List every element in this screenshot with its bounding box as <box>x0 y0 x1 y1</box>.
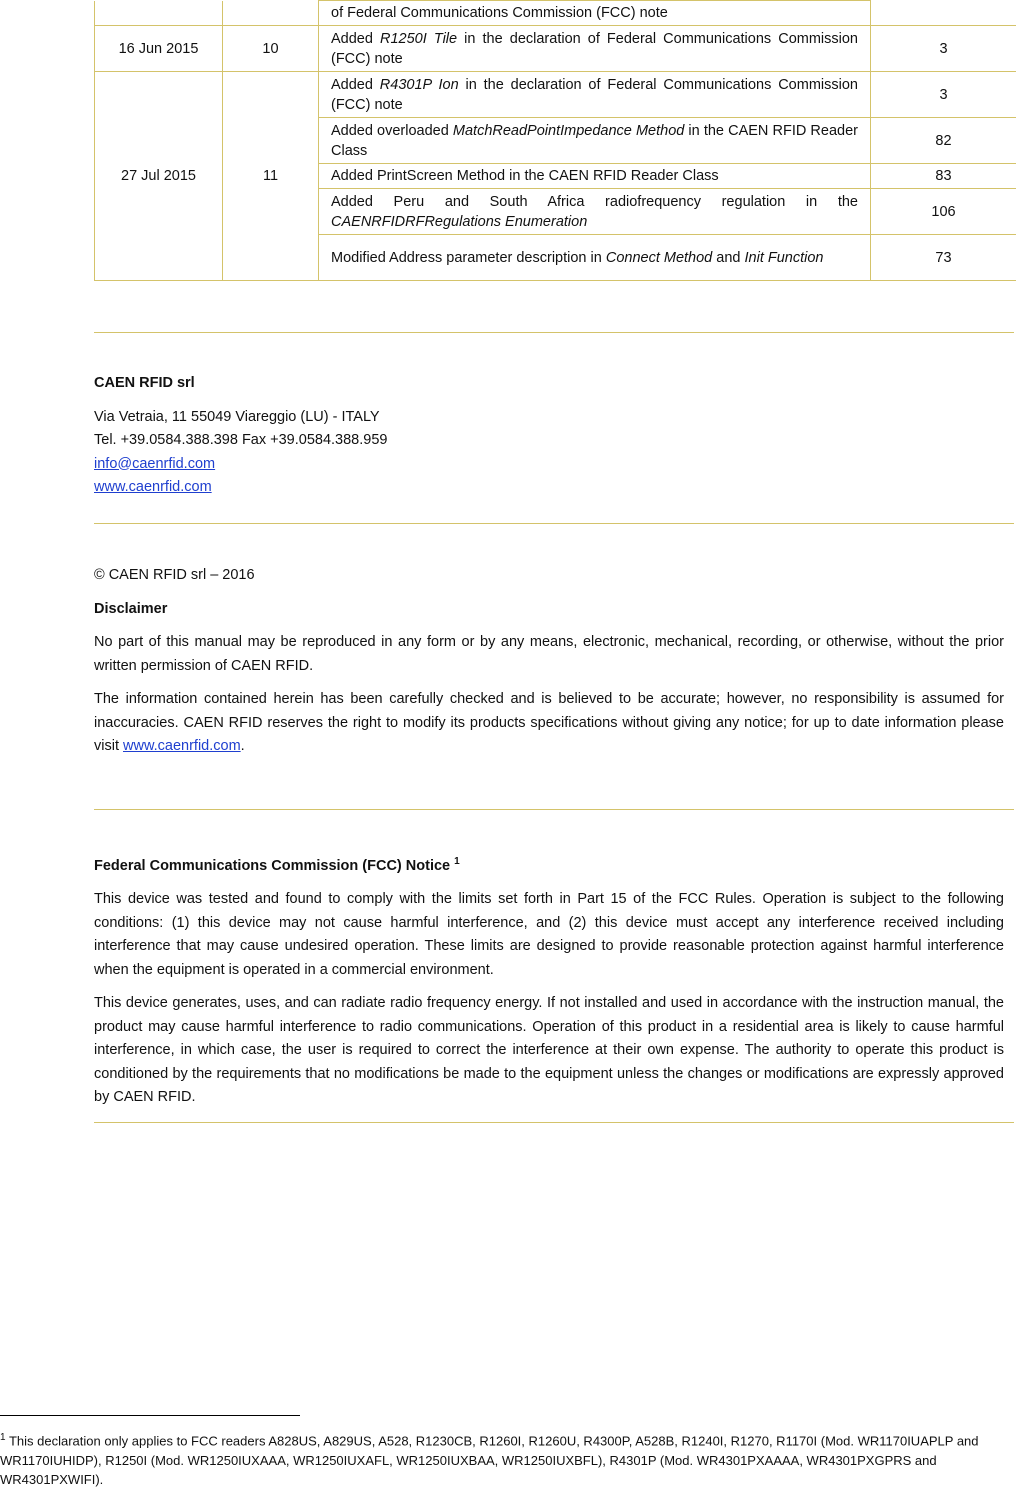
revision-description: of Federal Communications Commission (FCC) note <box>319 1 871 26</box>
revision-description: Added overloaded MatchReadPointImpedance Method in the CAEN RFID Reader Class <box>319 118 871 164</box>
website-link[interactable]: www.caenrfid.com <box>94 479 212 495</box>
revision-date: 16 Jun 2015 <box>95 26 223 72</box>
website-link[interactable]: www.caenrfid.com <box>123 738 241 754</box>
revision-page: 106 <box>871 189 1016 235</box>
section-divider <box>94 1122 1014 1123</box>
disclaimer-section <box>94 564 1004 759</box>
section-divider <box>94 809 1014 810</box>
section-divider <box>94 332 1014 333</box>
revision-description: Modified Address parameter description in Connect Method and Init Function <box>319 235 871 281</box>
revision-description: Added R4301P Ion in the declaration of Federal Communications Commission (FCC) note <box>319 72 871 118</box>
revision-page: 83 <box>871 164 1016 189</box>
disclaimer-title: Disclaimer <box>94 598 1004 622</box>
disclaimer-paragraph: The information contained herein has been carefully checked and is believed to be accurate; however, no responsibility is assumed for inaccuracies. CAEN RFID reserves the right to modify its products specifications without giving any notice; for up to date information please visit www.caenrfid.com. <box>94 688 1004 759</box>
table-row <box>95 72 1016 118</box>
email-link[interactable]: info@caenrfid.com <box>94 456 215 472</box>
revision-history-table <box>94 0 1016 281</box>
revision-description: Added PrintScreen Method in the CAEN RFID Reader Class <box>319 164 871 189</box>
fcc-paragraph: This device generates, uses, and can radiate radio frequency energy. If not installed and used in accordance with the instruction manual, the product may cause harmful interference to radio communications. Operation of this product in a residential area is likely to cause harmful interference, in which case, the user is required to correct the interference at their own expense. The authority to operate this product is conditioned by the requirements that no modifications be made to the equipment unless the changes or modifications are expressly approved by CAEN RFID. <box>94 992 1004 1110</box>
footnote: $^1$ This declaration only applies to FCC readers A828US, A829US, A528, R1230CB, R1260I, R1260U, R4300P, A528B, R1240I, R1270, R1170I (Mod. WR1170IUAPLP and WR1170IUHIDP), R1250I (Mod. WR1250IUXAAA, WR1250IUXAFL, WR1250IUXBAA, WR1250IUXBFL), R4301P (Mod. WR4301PXAAAA, WR4301PXGPRS and WR4301PXWIFI). <box>0 1428 1000 1490</box>
revision-page: 82 <box>871 118 1016 164</box>
fcc-paragraph: This device was tested and found to comply with the limits set forth in Part 15 of the FCC Rules. Operation is subject to the following conditions: (1) this device may not cause harmful interference, and (2) this device must accept any interference received including interference that may cause undesired operation. These limits are designed to provide reasonable protection against harmful interference when the equipment is operated in a commercial environment. <box>94 888 1004 982</box>
company-phone-fax: Tel. +39.0584.388.398 Fax +39.0584.388.959 <box>94 429 1004 453</box>
copyright-text: © CAEN RFID srl – 2016 <box>94 564 1004 588</box>
revision-description: Added Peru and South Africa radiofrequency regulation in the CAENRFIDRFRegulations Enumeration <box>319 189 871 235</box>
footnote-separator <box>0 1415 300 1416</box>
fcc-notice-section <box>94 850 1004 1110</box>
revision-page: 73 <box>871 235 1016 281</box>
table-row <box>95 1 1016 26</box>
footnote-ref: 1 <box>454 856 460 867</box>
revision-number: 10 <box>223 26 319 72</box>
company-address: Via Vetraia, 11 55049 Viareggio (LU) - ITALY <box>94 406 1004 430</box>
section-divider <box>94 523 1014 524</box>
revision-page: 3 <box>871 26 1016 72</box>
table-row <box>95 26 1016 72</box>
disclaimer-paragraph: No part of this manual may be reproduced in any form or by any means, electronic, mechanical, recording, or otherwise, without the prior written permission of CAEN RFID. <box>94 631 1004 678</box>
revision-description: Added R1250I Tile in the declaration of Federal Communications Commission (FCC) note <box>319 26 871 72</box>
fcc-notice-title: Federal Communications Commission (FCC) Notice $^1$ <box>94 850 1004 878</box>
revision-date: 27 Jul 2015 <box>95 72 223 281</box>
company-info <box>94 372 1004 500</box>
company-name: CAEN RFID srl <box>94 372 1004 396</box>
revision-page: 3 <box>871 72 1016 118</box>
revision-number: 11 <box>223 72 319 281</box>
